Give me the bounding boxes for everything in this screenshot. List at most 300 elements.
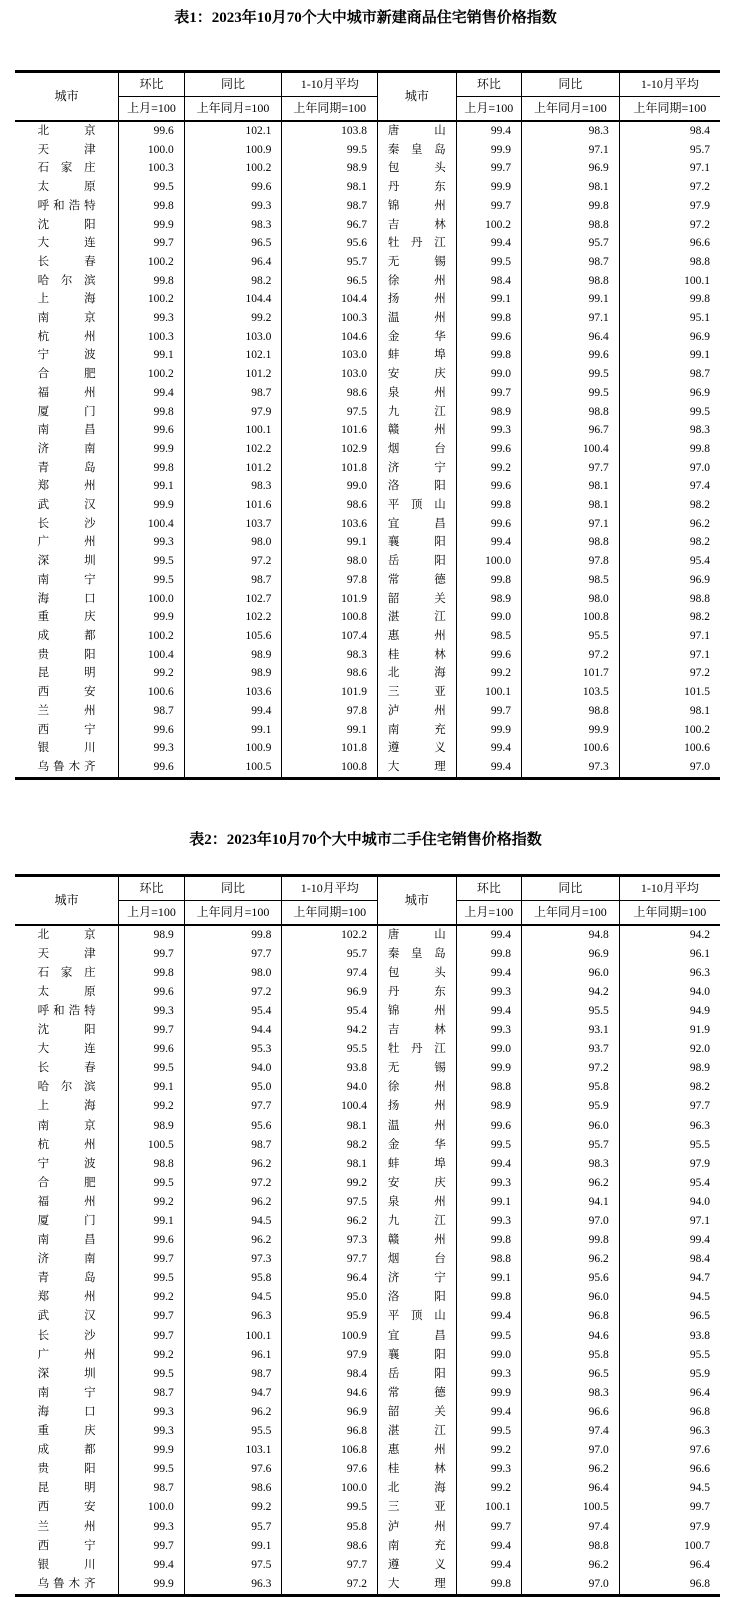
table-row [15,477,720,496]
table-row [15,440,720,459]
city-name: 赣州 [387,1234,446,1247]
index-value-cell: 98.4 [619,1250,720,1269]
index-value-cell: 98.7 [522,253,620,272]
city-cell [378,346,457,365]
table2-secondhand-price-index [15,874,720,1597]
city-name: 南宁 [37,573,96,586]
index-value-cell: 97.0 [522,1212,620,1231]
table-row [15,533,720,552]
index-value-cell: 103.0 [282,365,378,384]
index-value-cell: 98.9 [456,1097,521,1116]
city-name: 西宁 [37,1539,96,1552]
index-value-cell: 95.3 [184,1040,282,1059]
index-value-cell: 98.2 [619,496,720,515]
index-value-cell: 95.7 [522,234,620,253]
index-value-cell: 99.3 [119,1403,184,1422]
index-value-cell: 103.7 [184,515,282,534]
city-cell [378,1117,457,1136]
index-value-cell: 99.1 [522,290,620,309]
index-value-cell: 96.9 [522,945,620,964]
table-row [15,234,720,253]
table1-body [15,121,720,778]
index-value-cell: 99.4 [456,925,521,945]
city-name: 唐山 [387,928,446,941]
column-header-avg: 1-10月平均 [282,72,378,97]
city-name: 温州 [387,312,446,325]
index-value-cell: 98.6 [282,664,378,683]
city-name: 深圳 [37,555,96,568]
city-name: 秦皇岛 [387,947,446,960]
index-value-cell: 94.0 [282,1078,378,1097]
index-value-cell: 98.8 [522,216,620,235]
city-name: 石家庄 [37,966,96,979]
index-value-cell: 99.4 [119,1556,184,1575]
city-name: 济南 [37,1253,96,1266]
column-header-yoy: 同比 [522,72,620,97]
index-value-cell: 97.3 [184,1250,282,1269]
index-value-cell: 97.5 [282,403,378,422]
table-row [15,459,720,478]
city-name: 银川 [37,1558,96,1571]
city-name: 洛阳 [387,480,446,493]
index-value-cell: 100.6 [619,739,720,758]
index-value-cell: 99.6 [119,721,184,740]
column-header-mom-base: 上月=100 [119,97,184,122]
city-name: 泸州 [387,704,446,717]
index-value-cell: 98.2 [619,608,720,627]
index-value-cell: 95.7 [522,1136,620,1155]
table-row [15,1174,720,1193]
index-value-cell: 99.0 [456,365,521,384]
index-value-cell: 97.6 [282,1460,378,1479]
city-cell [15,646,119,665]
city-cell [15,141,119,160]
index-value-cell: 99.1 [282,533,378,552]
column-header-mom-base: 上月=100 [456,900,521,925]
city-name: 合肥 [37,1176,96,1189]
table-row [15,1327,720,1346]
index-value-cell: 94.6 [522,1327,620,1346]
index-value-cell: 103.0 [184,328,282,347]
index-value-cell: 97.1 [619,627,720,646]
city-name: 成都 [37,1444,96,1457]
index-value-cell: 99.5 [282,141,378,160]
city-cell [15,290,119,309]
index-value-cell: 93.8 [282,1059,378,1078]
index-value-cell: 99.6 [119,983,184,1002]
city-cell [15,365,119,384]
city-name: 襄阳 [387,1348,446,1361]
index-value-cell: 99.3 [119,1002,184,1021]
city-cell [15,496,119,515]
city-name: 南昌 [37,1234,96,1247]
index-value-cell: 99.9 [522,721,620,740]
city-name: 泉州 [387,1195,446,1208]
city-cell [15,440,119,459]
index-value-cell: 96.2 [522,1174,620,1193]
city-cell [378,571,457,590]
table-row [15,421,720,440]
table-row [15,1384,720,1403]
index-value-cell: 96.4 [184,253,282,272]
city-cell [15,1460,119,1479]
index-value-cell: 98.7 [119,1384,184,1403]
index-value-cell: 99.4 [456,1155,521,1174]
city-cell [378,234,457,253]
index-value-cell: 99.8 [456,1575,521,1596]
index-value-cell: 99.8 [456,309,521,328]
city-cell [15,1307,119,1326]
city-name: 杭州 [37,330,96,343]
index-value-cell: 99.1 [119,477,184,496]
city-name: 贵阳 [37,1463,96,1476]
index-value-cell: 99.8 [119,403,184,422]
index-value-cell: 95.5 [184,1422,282,1441]
city-cell [378,702,457,721]
city-cell [378,1059,457,1078]
index-value-cell: 99.2 [119,1346,184,1365]
index-value-cell: 100.4 [119,515,184,534]
index-value-cell: 97.4 [522,1422,620,1441]
index-value-cell: 103.1 [184,1441,282,1460]
city-cell [378,253,457,272]
city-cell [15,309,119,328]
column-header-yoy: 同比 [522,875,620,900]
index-value-cell: 99.5 [456,1136,521,1155]
index-value-cell: 97.7 [619,1097,720,1116]
city-name: 南充 [387,723,446,736]
city-name: 南京 [37,1119,96,1132]
city-cell [15,1040,119,1059]
index-value-cell: 105.6 [184,627,282,646]
index-value-cell: 98.4 [619,121,720,141]
city-name: 宜昌 [387,1329,446,1342]
index-value-cell: 96.1 [619,945,720,964]
index-value-cell: 94.9 [619,1002,720,1021]
index-value-cell: 100.2 [619,721,720,740]
city-name: 安庆 [387,368,446,381]
city-name: 桂林 [387,648,446,661]
city-name: 长沙 [37,517,96,530]
index-value-cell: 95.4 [619,552,720,571]
city-cell [378,496,457,515]
index-value-cell: 97.8 [282,702,378,721]
city-cell [15,683,119,702]
city-cell [15,945,119,964]
city-name: 湛江 [387,611,446,624]
city-name: 北海 [387,1482,446,1495]
index-value-cell: 99.8 [119,459,184,478]
index-value-cell: 95.7 [184,1518,282,1537]
index-value-cell: 94.0 [184,1059,282,1078]
city-name: 赣州 [387,424,446,437]
table-row [15,683,720,702]
table-row [15,590,720,609]
index-value-cell: 99.2 [456,1479,521,1498]
table-row [15,1269,720,1288]
city-name: 西安 [37,1501,96,1514]
city-cell [15,758,119,778]
index-value-cell: 92.0 [619,1040,720,1059]
index-value-cell: 96.6 [619,1460,720,1479]
city-cell [15,1441,119,1460]
city-cell [15,178,119,197]
index-value-cell: 107.4 [282,627,378,646]
index-value-cell: 96.1 [184,1346,282,1365]
city-cell [378,683,457,702]
index-value-cell: 96.9 [619,384,720,403]
index-value-cell: 100.5 [522,1498,620,1517]
city-name: 金华 [387,1138,446,1151]
city-cell [15,1250,119,1269]
city-name: 烟台 [387,1253,446,1266]
city-cell [15,1518,119,1537]
index-value-cell: 95.9 [282,1307,378,1326]
index-value-cell: 99.1 [456,1193,521,1212]
city-cell [15,702,119,721]
city-name: 福州 [37,1195,96,1208]
table-row [15,758,720,778]
city-cell [378,216,457,235]
index-value-cell: 95.4 [184,1002,282,1021]
city-name: 烟台 [387,442,446,455]
city-cell [15,384,119,403]
index-value-cell: 97.6 [184,1460,282,1479]
city-cell [378,1174,457,1193]
city-cell [378,1231,457,1250]
table-row [15,664,720,683]
index-value-cell: 99.4 [119,384,184,403]
city-cell [378,1136,457,1155]
index-value-cell: 96.2 [282,1212,378,1231]
index-value-cell: 97.0 [522,1441,620,1460]
city-name: 天津 [37,143,96,156]
index-value-cell: 99.9 [456,178,521,197]
table-row [15,253,720,272]
city-cell [15,477,119,496]
city-name: 宁波 [37,349,96,362]
city-cell [15,983,119,1002]
index-value-cell: 102.9 [282,440,378,459]
table-row [15,1059,720,1078]
index-value-cell: 96.9 [522,159,620,178]
index-value-cell: 100.1 [456,683,521,702]
city-name: 呼和浩特 [37,199,96,212]
index-value-cell: 94.4 [184,1021,282,1040]
index-value-cell: 99.4 [456,758,521,778]
city-name: 济宁 [387,1272,446,1285]
index-value-cell: 98.9 [456,403,521,422]
index-value-cell: 101.9 [282,590,378,609]
index-value-cell: 99.1 [184,1537,282,1556]
city-name: 锦州 [387,199,446,212]
city-cell [378,1021,457,1040]
city-name: 包头 [387,162,446,175]
index-value-cell: 99.8 [456,496,521,515]
city-cell [15,1537,119,1556]
index-value-cell: 94.0 [619,983,720,1002]
index-value-cell: 94.1 [522,1193,620,1212]
city-cell [378,421,457,440]
city-cell [378,1384,457,1403]
index-value-cell: 97.2 [619,664,720,683]
city-name: 无锡 [387,255,446,268]
index-value-cell: 98.8 [522,533,620,552]
index-value-cell: 98.1 [282,178,378,197]
city-cell [15,608,119,627]
index-value-cell: 95.5 [619,1346,720,1365]
city-name: 乌鲁木齐 [37,760,96,773]
column-header-mom-base: 上月=100 [119,900,184,925]
index-value-cell: 94.5 [184,1288,282,1307]
index-value-cell: 94.7 [184,1384,282,1403]
city-cell [378,197,457,216]
index-value-cell: 98.1 [522,496,620,515]
city-name: 广州 [37,1348,96,1361]
city-cell [378,1441,457,1460]
index-value-cell: 99.2 [456,459,521,478]
city-cell [15,739,119,758]
index-value-cell: 98.7 [619,365,720,384]
index-value-cell: 98.9 [282,159,378,178]
city-name: 重庆 [37,1425,96,1438]
index-value-cell: 98.9 [119,1117,184,1136]
city-cell [378,290,457,309]
table-row [15,1479,720,1498]
city-name: 湛江 [387,1425,446,1438]
city-cell [378,1307,457,1326]
index-value-cell: 99.1 [119,346,184,365]
index-value-cell: 99.9 [119,1575,184,1596]
index-value-cell: 98.7 [282,197,378,216]
city-cell [378,721,457,740]
index-value-cell: 97.2 [522,1059,620,1078]
column-header-avg: 1-10月平均 [282,875,378,900]
city-cell [378,403,457,422]
city-cell [15,459,119,478]
table1-title: 表1：2023年10月70个大中城市新建商品住宅销售价格指数 [174,10,557,26]
index-value-cell: 99.1 [184,721,282,740]
index-value-cell: 99.3 [119,533,184,552]
city-name: 杭州 [37,1138,96,1151]
city-cell [378,945,457,964]
city-name: 银川 [37,742,96,755]
index-value-cell: 100.5 [184,758,282,778]
index-value-cell: 98.9 [184,664,282,683]
city-cell [378,1498,457,1517]
table2-body [15,925,720,1596]
city-cell [378,1346,457,1365]
index-value-cell: 99.4 [456,234,521,253]
index-value-cell: 101.6 [282,421,378,440]
table-row [15,159,720,178]
city-cell [15,1117,119,1136]
index-value-cell: 103.6 [184,683,282,702]
index-value-cell: 98.1 [619,702,720,721]
index-value-cell: 98.3 [522,1384,620,1403]
city-cell [378,141,457,160]
city-cell [15,1231,119,1250]
index-value-cell: 97.7 [522,459,620,478]
city-cell [15,627,119,646]
index-value-cell: 96.5 [184,234,282,253]
index-value-cell: 99.9 [119,1441,184,1460]
index-value-cell: 101.2 [184,459,282,478]
index-value-cell: 99.9 [119,608,184,627]
city-name: 重庆 [37,611,96,624]
city-cell [15,1078,119,1097]
city-name: 洛阳 [387,1291,446,1304]
index-value-cell: 101.9 [282,683,378,702]
index-value-cell: 99.7 [119,234,184,253]
column-header-avg-base: 上年同期=100 [619,97,720,122]
index-value-cell: 98.8 [619,590,720,609]
index-value-cell: 98.6 [282,496,378,515]
index-value-cell: 99.5 [119,1174,184,1193]
index-value-cell: 100.2 [184,159,282,178]
index-value-cell: 99.8 [184,925,282,945]
city-cell [378,627,457,646]
index-value-cell: 96.9 [619,328,720,347]
city-cell [15,216,119,235]
index-value-cell: 99.5 [522,384,620,403]
index-value-cell: 99.6 [184,178,282,197]
city-cell [378,983,457,1002]
index-value-cell: 102.2 [282,925,378,945]
city-name: 秦皇岛 [387,143,446,156]
city-cell [15,1403,119,1422]
city-cell [15,197,119,216]
city-cell [378,664,457,683]
city-cell [15,159,119,178]
city-name: 九江 [387,1215,446,1228]
city-name: 大连 [37,1043,96,1056]
index-value-cell: 95.8 [522,1078,620,1097]
index-value-cell: 96.2 [619,515,720,534]
column-header-yoy: 同比 [184,72,282,97]
index-value-cell: 100.0 [119,590,184,609]
index-value-cell: 96.7 [522,421,620,440]
index-value-cell: 94.5 [619,1288,720,1307]
index-value-cell: 99.3 [456,1365,521,1384]
city-cell [378,1193,457,1212]
city-name: 沈阳 [37,1024,96,1037]
city-cell [15,1174,119,1193]
city-cell [378,365,457,384]
column-header-city: 城市 [15,875,119,925]
city-name: 扬州 [387,1100,446,1113]
city-cell [378,1575,457,1596]
city-name: 锦州 [387,1004,446,1017]
index-value-cell: 98.8 [522,403,620,422]
city-name: 唐山 [387,125,446,137]
index-value-cell: 99.6 [119,121,184,141]
table-row [15,1040,720,1059]
index-value-cell: 100.8 [522,608,620,627]
index-value-cell: 99.7 [119,1307,184,1326]
index-value-cell: 96.0 [522,1288,620,1307]
table-row [15,1021,720,1040]
index-value-cell: 96.8 [282,1422,378,1441]
city-cell [378,121,457,141]
index-value-cell: 99.7 [456,197,521,216]
city-cell [378,590,457,609]
index-value-cell: 99.9 [119,216,184,235]
city-name: 广州 [37,536,96,549]
column-header-mom-base: 上月=100 [456,97,521,122]
table-row [15,1460,720,1479]
index-value-cell: 99.3 [184,197,282,216]
